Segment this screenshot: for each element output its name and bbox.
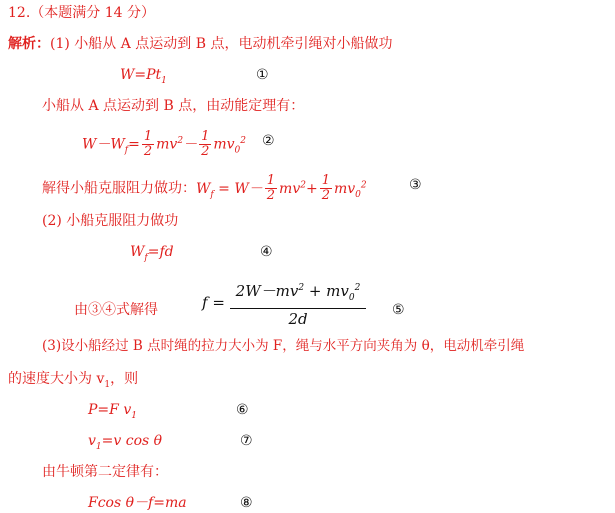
marker-3: ③ <box>409 177 422 193</box>
equation-2: $W-W_f=$ $\frac{1}{2}$ $mv^2-$ $\frac{1}{2}$ $mv_0^2$ <box>82 129 246 160</box>
marker-4: ④ <box>260 244 273 260</box>
equation-7: $v_1=v$ cos θ <box>88 433 163 452</box>
equation-3-line <box>42 168 367 211</box>
part3-line1: (3)设小船经过 B 点时绳的拉力大小为 F，绳与水平方向夹角为 θ，电动机牵引绳 <box>42 338 525 354</box>
equation-5: f = $\frac{2W-mv^2 + mv_0^2}{2d}$ <box>202 278 366 329</box>
marker-8: ⑧ <box>240 495 253 511</box>
kinetic-energy-theorem-line: 小船从 A 点运动到 B 点，由动能定理有： <box>42 98 305 114</box>
fraction: $\frac{1}{2}$ <box>201 129 210 160</box>
part3-line2: 的速度大小为 $v_1$，则 <box>8 371 139 390</box>
part2-intro: (2) 小船克服阻力做功 <box>42 213 179 229</box>
marker-2: ② <box>262 133 275 149</box>
marker-6: ⑥ <box>236 402 249 418</box>
part1-intro-line <box>8 35 392 53</box>
marker-1: ① <box>256 67 269 83</box>
analysis-label: 解析： <box>8 36 50 52</box>
equation-6: P=F $v_1$ <box>88 402 137 421</box>
equation-1: $W=Pt_1$ <box>120 67 167 86</box>
fraction: $\frac{1}{2}$ <box>143 129 153 160</box>
marker-7: ⑦ <box>240 433 253 449</box>
equation-3: $W_f = W-$ $\frac{1}{2}$ $mv^2+$ $\frac{1}{2}$ $mv_0^2$ <box>196 173 367 204</box>
marker-5: ⑤ <box>392 302 405 318</box>
equation-4: $W_f=fd$ <box>130 244 174 263</box>
equation-8: Fcos θ－f=ma <box>88 495 187 511</box>
part1-intro: (1) 小船从 A 点运动到 B 点，电动机牵引绳对小船做功 <box>50 36 393 52</box>
question-header: 12.（本题满分 14 分） <box>8 5 155 21</box>
fraction: $\frac{1}{2}$ <box>321 173 330 204</box>
solve-work-label: 解得小船克服阻力做功： <box>42 180 196 197</box>
solve-from-3-4-label: 由③④式解得 <box>74 302 158 318</box>
fraction: $\frac{1}{2}$ <box>266 173 276 204</box>
newton-second-law-line: 由牛顿第二定律有： <box>42 464 168 480</box>
fraction: $\frac{2W-mv^2 + mv_0^2}{2d}$ <box>230 278 367 329</box>
